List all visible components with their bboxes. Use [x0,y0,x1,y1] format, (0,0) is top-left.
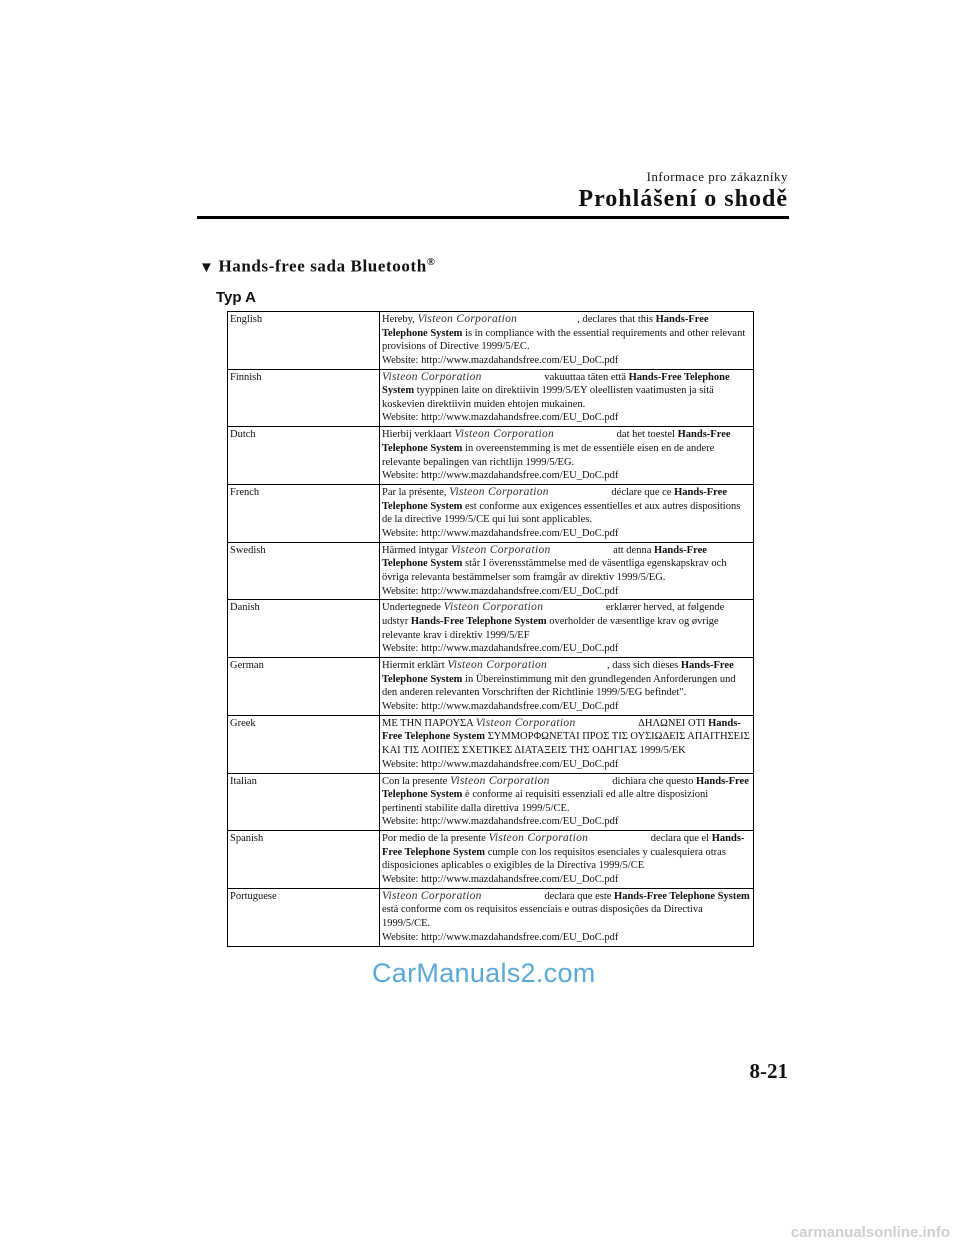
table-row [228,427,754,485]
product-name: Hands-Free Telephone System [382,429,731,454]
table-row [228,600,754,658]
registered-mark: ® [426,256,436,268]
declaration-rest: está conforme com os requisitos essenciais e outras disposições da Directiva 1999/5/CE. [382,904,703,930]
declaration-cell [380,773,754,831]
declaration-post: , dass sich dieses [607,660,681,672]
declaration-cell [380,715,754,773]
product-name: Hands-Free Telephone System [382,833,745,858]
declaration-rest: est conforme aux exigences essentielles et aux autres dispositions de la directive 1999/5/CE qui lui sont applicables. [382,500,741,526]
language-cell: Italian [228,773,380,831]
corporation-name: Visteon Corporation [454,428,555,441]
section-heading [199,256,436,277]
language-cell: Dutch [228,427,380,485]
declaration-text [382,890,751,931]
declaration-text [382,486,751,527]
website-link: Website: http://www.mazdahandsfree.com/EU_DoC.pdf [382,816,619,828]
declaration-post: erklærer herved, at følgende udstyr [382,602,725,628]
declaration-cell [380,888,754,946]
website-link: Website: http://www.mazdahandsfree.com/EU_DoC.pdf [382,470,619,482]
declaration-text [382,717,751,758]
language-cell: Swedish [228,542,380,600]
corporation-name: Visteon Corporation [449,486,549,499]
declaration-post: declara que este [541,890,615,902]
declaration-post: dichiara che questo [609,775,696,787]
declaration-text [382,313,751,354]
product-name: Hands-Free Telephone System [614,890,750,902]
language-cell: Finnish [228,369,380,427]
declaration-pre: Par la présente, [382,487,450,499]
section-name: Informace pro zákazníky [646,169,788,184]
declaration-pre: Hiermit erklärt [382,660,448,672]
declaration-pre: Con la presente [382,775,450,787]
corporation-name: Visteon Corporation [382,889,482,902]
declaration-text [382,832,751,873]
product-name: Hands-Free Telephone System [382,487,727,512]
declaration-cell [380,312,754,370]
language-cell: Portuguese [228,888,380,946]
table-row [228,542,754,600]
declaration-rest: tyyppinen laite on direktiivin 1999/5/EY oleellisten vaatimusten ja sitä koskevien direktiivin muiden ehtojen mukainen. [382,385,714,410]
watermark-logo: CarManuals2.com [372,958,596,988]
declaration-rest: står I överensstämmelse med de väsentliga egenskapskrav och övriga relevanta bestämmelser som framgår av direktiv 1999/5/EG. [382,558,727,583]
declaration-pre: Hierbij verklaart [382,429,455,441]
table-row [228,312,754,370]
declaration-pre: Por medio de la presente [382,833,489,845]
website-link: Website: http://www.mazdahandsfree.com/EU_DoC.pdf [382,700,619,712]
declaration-cell [380,369,754,427]
product-name: Hands-Free Telephone System [410,616,547,628]
declaration-cell [380,831,754,889]
declaration-post: att denna [610,544,654,556]
language-cell: French [228,485,380,543]
page-number: 8-21 [749,1059,788,1083]
corporation-name: Visteon Corporation [443,601,544,614]
corporation-name: Visteon Corporation [488,832,589,845]
type-label: Typ A [216,289,256,306]
website-link: Website: http://www.mazdahandsfree.com/EU_DoC.pdf [382,873,619,885]
table-row [228,888,754,946]
declaration-cell [380,542,754,600]
corporation-name: Visteon Corporation [447,659,548,672]
table-row [228,773,754,831]
corporation-name: Visteon Corporation [449,774,550,787]
declaration-post: ΔΗΛΩΝΕΙ ΟΤΙ [635,717,709,729]
language-cell: Danish [228,600,380,658]
website-link: Website: http://www.mazdahandsfree.com/EU_DoC.pdf [382,585,619,597]
table-row [228,715,754,773]
triangle-marker-icon: ▼ [199,259,215,276]
declaration-pre: ΜΕ ΤΗΝ ΠΑΡΟΥΣΑ [382,717,476,729]
declaration-cell [380,427,754,485]
website-link: Website: http://www.mazdahandsfree.com/EU_DoC.pdf [382,412,619,424]
declaration-text [382,544,751,585]
declaration-rest: is in compliance with the essential requirements and other relevant provisions of Directive 1999/5/EC. [382,327,746,353]
corporation-name: Visteon Corporation [417,313,518,325]
declaration-rest: ΣΥΜΜΟΡΦΩΝΕΤΑΙ ΠΡΟΣ ΤΙΣ ΟΥΣΙΩΔΕΙΣ ΑΠΑΙΤΗΣΕΙΣ ΚΑΙ ΤΙΣ ΛΟΙΠΕΣ ΣΧΕΤΙΚΕΣ ΔΙΑΤΑΞΕΙΣ ΤΗΣ ΟΔΗΓΙΑΣ 1999/5/ΕΚ [382,731,750,756]
table-row [228,485,754,543]
language-cell: German [228,658,380,716]
declaration-rest: cumple con los requisitos esenciales y cualesquiera otras disposiciones aplicables o exigibles de la Directiva 1999/5/CE [382,846,726,872]
product-name: Hands-Free Telephone System [382,660,734,685]
declaration-post: dat het toestel [614,429,678,441]
footer-site: carmanualsonline.info [790,1224,950,1241]
product-name: Hands-Free Telephone System [382,371,730,397]
page-title: Prohlášení o shodě [578,186,788,212]
declaration-table [227,311,754,947]
language-cell: Spanish [228,831,380,889]
table-row [228,369,754,427]
product-name: Hands-Free Telephone System [382,544,707,570]
website-link: Website: http://www.mazdahandsfree.com/EU_DoC.pdf [382,527,619,539]
declaration-text [382,659,751,700]
language-cell: Greek [228,715,380,773]
declaration-pre: Härmed intygar [382,544,451,556]
declaration-post: , declares that this [577,314,656,325]
declaration-post: déclare que ce [608,487,675,499]
declaration-post: declara que el [648,833,712,845]
declaration-text [382,775,751,816]
table-row [228,831,754,889]
declaration-pre: Undertegnede [382,602,444,614]
declaration-pre: Hereby, [382,314,418,325]
language-cell: English [228,312,380,370]
website-link: Website: http://www.mazdahandsfree.com/EU_DoC.pdf [382,643,619,655]
declaration-cell [380,658,754,716]
section-heading-text: Hands-free sada Bluetooth [218,256,427,276]
website-link: Website: http://www.mazdahandsfree.com/EU_DoC.pdf [382,354,619,366]
declaration-rest: è conforme ai requisiti essenziali ed alle altre disposizioni pertinenti stabilite dalla direttiva 1999/5/CE. [382,789,709,814]
website-link: Website: http://www.mazdahandsfree.com/EU_DoC.pdf [382,931,619,943]
declaration-post: vakuuttaa täten että [541,371,629,383]
product-name: Hands-Free Telephone System [382,775,749,801]
website-link: Website: http://www.mazdahandsfree.com/EU_DoC.pdf [382,758,619,770]
declaration-text [382,371,751,412]
product-name: Hands-Free Telephone System [382,314,709,339]
corporation-name: Visteon Corporation [475,716,576,729]
declaration-rest: in Übereinstimmung mit den grundlegenden Anforderungen und den anderen relevanten Vorschriften der Richtlinie 1999/5/EG befindet". [382,673,736,699]
product-name: Hands-Free Telephone System [382,717,741,743]
declaration-rest: overholder de væsentlige krav og øvrige relevante krav i direktiv 1999/5/EF [382,616,719,641]
declaration-text [382,601,751,642]
header-divider [197,216,789,219]
declaration-cell [380,600,754,658]
corporation-name: Visteon Corporation [450,543,551,556]
corporation-name: Visteon Corporation [382,370,482,383]
declaration-cell [380,485,754,543]
declaration-rest: in overeenstemming is met de essentiële eisen en de andere relevante bepalingen van richtlijn 1999/5/EG. [382,442,715,468]
table-row [228,658,754,716]
declaration-text [382,428,751,469]
